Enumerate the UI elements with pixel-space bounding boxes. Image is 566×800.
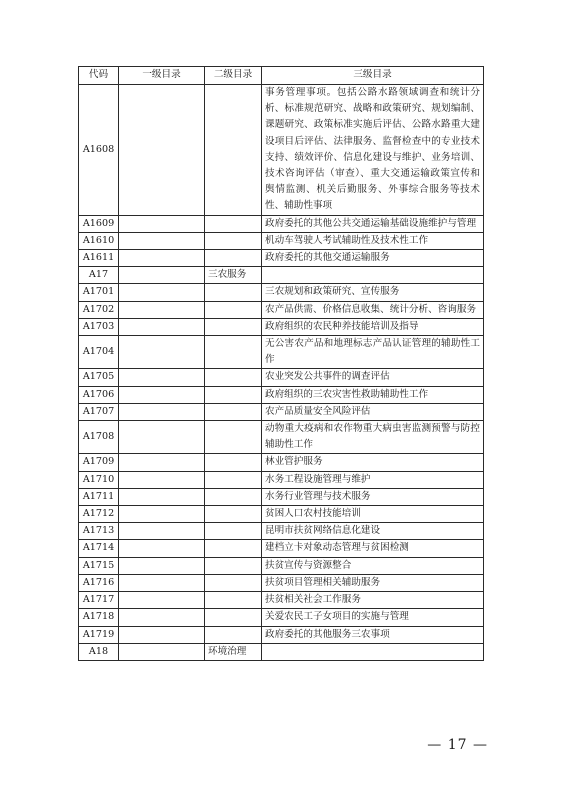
level1-cell [119,523,205,540]
level3-cell: 机动车驾驶人考试辅助性及技术性工作 [262,232,484,249]
header-level2: 二级目录 [205,67,262,85]
level2-cell [205,318,262,335]
table-body [79,85,484,661]
level1-cell [119,369,205,386]
code-cell: A1609 [79,215,119,232]
level3-cell: 政府组织的农民种养技能培训及指导 [262,318,484,335]
level2-cell [205,85,262,216]
level1-cell [119,506,205,523]
code-cell: A1611 [79,250,119,267]
code-cell: A1610 [79,232,119,249]
level2-cell [205,454,262,471]
level2-cell [205,386,262,403]
table-row [79,267,484,284]
table-row [79,506,484,523]
level3-cell: 农产品质量安全风险评估 [262,403,484,420]
table-row [79,643,484,660]
code-cell: A1717 [79,592,119,609]
table-header-row [79,67,484,85]
table-row [79,574,484,591]
level1-cell [119,643,205,660]
level1-cell [119,215,205,232]
level3-cell [262,643,484,660]
level1-cell [119,488,205,505]
table-row [79,592,484,609]
level3-cell: 扶贫项目管理相关辅助服务 [262,574,484,591]
header-level3: 三级目录 [262,67,484,85]
level2-cell [205,250,262,267]
level2-cell [205,626,262,643]
code-cell: A1718 [79,609,119,626]
table-row [79,557,484,574]
level1-cell [119,336,205,369]
level1-cell [119,592,205,609]
level3-cell: 贫困人口农村技能培训 [262,506,484,523]
level1-cell [119,454,205,471]
code-cell: A1712 [79,506,119,523]
code-cell: A1709 [79,454,119,471]
level3-cell: 建档立卡对象动态管理与贫困检测 [262,540,484,557]
header-level1: 一级目录 [119,67,205,85]
table-row [79,421,484,454]
level3-cell: 水务工程设施管理与维护 [262,471,484,488]
level2-cell [205,284,262,301]
level1-cell [119,318,205,335]
level2-cell: 三农服务 [205,267,262,284]
code-cell: A1702 [79,301,119,318]
level1-cell [119,574,205,591]
table-row [79,336,484,369]
page-number: — 17 — [427,737,488,753]
table-row [79,284,484,301]
code-cell: A1715 [79,557,119,574]
code-cell: A1714 [79,540,119,557]
level2-cell: 环境治理 [205,643,262,660]
code-cell: A1716 [79,574,119,591]
level1-cell [119,421,205,454]
level1-cell [119,386,205,403]
level2-cell [205,215,262,232]
level1-cell [119,403,205,420]
level2-cell [205,523,262,540]
level1-cell [119,301,205,318]
level2-cell [205,488,262,505]
code-cell: A17 [79,267,119,284]
code-cell: A1708 [79,421,119,454]
level3-cell [262,267,484,284]
level3-cell: 林业管护服务 [262,454,484,471]
level2-cell [205,557,262,574]
table-row [79,215,484,232]
level3-cell: 扶贫宣传与资源整合 [262,557,484,574]
level3-cell: 三农规划和政策研究、宣传服务 [262,284,484,301]
table-row [79,369,484,386]
table-row [79,386,484,403]
level1-cell [119,284,205,301]
level3-cell: 水务行业管理与技术服务 [262,488,484,505]
level3-cell: 事务管理事项。包括公路水路领域调查和统计分析、标准规范研究、战略和政策研究、规划编制、课题研究、政策标准实施后评估、公路水路重大建设项目后评估、法律服务、监督检查中的专业技术支持、绩效评价、信息化建设与维护、业务培训、技术咨询评估（审查）、重大交通运输政策宣传和舆情监测、机关后勤服务、外事综合服务等技术性、辅助性事项 [262,85,484,216]
level3-cell: 政府委托的其他公共交通运输基础设施维护与管理 [262,215,484,232]
code-cell: A1710 [79,471,119,488]
table-row [79,454,484,471]
level2-cell [205,592,262,609]
code-cell: A18 [79,643,119,660]
level2-cell [205,301,262,318]
service-catalog-table [78,66,484,661]
level2-cell [205,336,262,369]
header-code: 代码 [79,67,119,85]
level1-cell [119,471,205,488]
level2-cell [205,369,262,386]
table-row [79,403,484,420]
table-row [79,609,484,626]
level1-cell [119,85,205,216]
level1-cell [119,609,205,626]
level2-cell [205,471,262,488]
code-cell: A1711 [79,488,119,505]
table-row [79,540,484,557]
code-cell: A1706 [79,386,119,403]
level1-cell [119,626,205,643]
level2-cell [205,232,262,249]
table-row [79,85,484,216]
level2-cell [205,574,262,591]
code-cell: A1704 [79,336,119,369]
code-cell: A1713 [79,523,119,540]
level2-cell [205,540,262,557]
level3-cell: 扶贫相关社会工作服务 [262,592,484,609]
level3-cell: 政府委托的其他服务三农事项 [262,626,484,643]
level2-cell [205,609,262,626]
table-row [79,471,484,488]
level2-cell [205,403,262,420]
level2-cell [205,421,262,454]
level1-cell [119,250,205,267]
table-row [79,232,484,249]
code-cell: A1719 [79,626,119,643]
table-row [79,301,484,318]
code-cell: A1701 [79,284,119,301]
level1-cell [119,540,205,557]
level2-cell [205,506,262,523]
level3-cell: 农业突发公共事件的调查评估 [262,369,484,386]
level1-cell [119,267,205,284]
table-row [79,250,484,267]
table-row [79,626,484,643]
code-cell: A1707 [79,403,119,420]
code-cell: A1703 [79,318,119,335]
level1-cell [119,557,205,574]
level3-cell: 昆明市扶贫网络信息化建设 [262,523,484,540]
table-row [79,523,484,540]
level3-cell: 政府组织的三农灾害性救助辅助性工作 [262,386,484,403]
level1-cell [119,232,205,249]
code-cell: A1608 [79,85,119,216]
level3-cell: 无公害农产品和地理标志产品认证管理的辅助性工作 [262,336,484,369]
level3-cell: 政府委托的其他交通运输服务 [262,250,484,267]
table-row [79,488,484,505]
level3-cell: 动物重大疫病和农作物重大病虫害监测预警与防控辅助性工作 [262,421,484,454]
level3-cell: 农产品供需、价格信息收集、统计分析、咨询服务 [262,301,484,318]
code-cell: A1705 [79,369,119,386]
level3-cell: 关爱农民工子女项目的实施与管理 [262,609,484,626]
table-row [79,318,484,335]
